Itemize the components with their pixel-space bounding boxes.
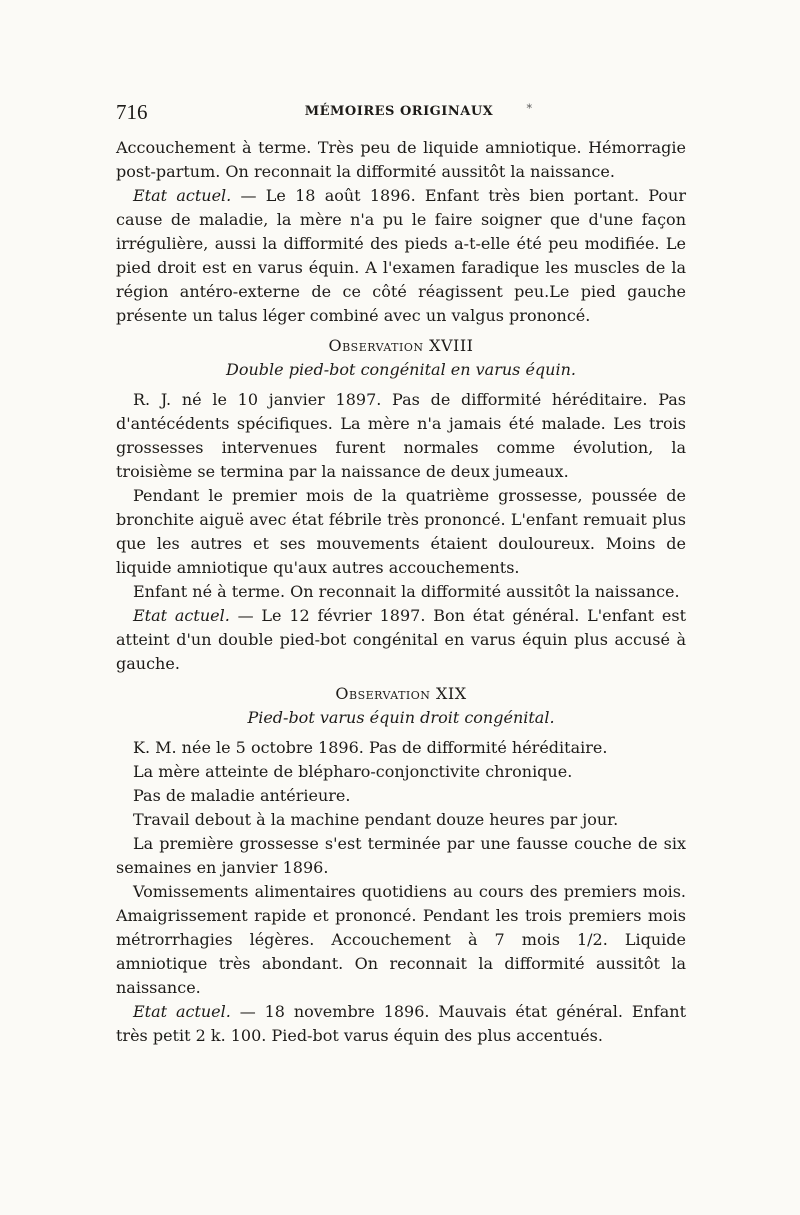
paragraph: Travail debout à la machine pendant douze heures par jour. (133, 810, 619, 829)
paragraph: K. M. née le 5 octobre 1896. Pas de difformité héréditaire. (133, 738, 608, 757)
paragraph: Pas de maladie antérieure. (133, 786, 351, 805)
observation-xviii-title: Observation XVIII (328, 336, 474, 355)
page-number: 716 (116, 100, 148, 124)
running-title: MÉMOIRES ORIGINAUX (304, 104, 494, 119)
body-text (116, 136, 686, 1048)
etat-actuel-label: Etat actuel. (133, 606, 230, 625)
paragraph: Pendant le premier mois de la quatrième grossesse, poussée de bronchite aiguë avec état fébrile très prononcé. L'enfant remuait plus que les autres et ses mouvements étaient douloureux. Moins de liquide amniotique qu'aux autres accouchements. (116, 486, 686, 577)
paragraph: Enfant né à terme. On reconnait la difformité aussitôt la naissance. (133, 582, 680, 601)
paragraph: Vomissements alimentaires quotidiens au cours des premiers mois. Amaigrissement rapide et prononcé. Pendant les trois premiers mois métrorrhagies légères. Accouchement à 7 mois 1/2. Liquide amniotique très abondant. On reconnait la difformité aussitôt la naissance. (116, 882, 686, 997)
observation-xviii-subtitle: Double pied-bot congénital en varus équin. (226, 360, 576, 379)
etat-actuel-label: Etat actuel. (133, 1002, 231, 1021)
paragraph-text: — 18 novembre 1896. Mauvais état général. Enfant très petit 2 k. 100. Pied-bot varus équin des plus accentués. (116, 1002, 686, 1045)
observation-xix-subtitle: Pied-bot varus équin droit congénital. (247, 708, 555, 727)
paragraph-text: — Le 18 août 1896. Enfant très bien portant. Pour cause de maladie, la mère n'a pu le faire soigner que d'une façon irrégulière, aussi la difformité des pieds a-t-elle été peu modifiée. Le pied droit est en varus équin. A l'examen faradique les muscles de la région antéro-externe de ce côté réagissent peu.Le pied gauche présente un talus léger combiné avec un valgus prononcé. (116, 186, 687, 325)
observation-xix-title: Observation XIX (335, 684, 467, 703)
paragraph: La mère atteinte de blépharo-conjonctivite chronique. (133, 762, 573, 781)
paragraph-etat-actuel (116, 184, 686, 328)
page-header (116, 100, 682, 126)
paragraph-etat-actuel (116, 604, 686, 676)
paragraph: Accouchement à terme. Très peu de liquide amniotique. Hémorragie post-partum. On reconnait la difformité aussitôt la naissance. (116, 138, 686, 181)
etat-actuel-label: Etat actuel. (133, 186, 232, 205)
paragraph: La première grossesse s'est terminée par une fausse couche de six semaines en janvier 1896. (116, 834, 686, 877)
printer-mark: * (526, 102, 532, 115)
paragraph: R. J. né le 10 janvier 1897. Pas de difformité héréditaire. Pas d'antécédents spécifiques. La mère n'a jamais été malade. Les trois grossesses intervenues furent normales comme évolution, la troisième se termina par la naissance de deux jumeaux. (116, 390, 686, 481)
paragraph-text: — Le 12 février 1897. Bon état général. L'enfant est atteint d'un double pied-bot congénital en varus équin plus accusé à gauche. (116, 606, 686, 673)
paragraph-etat-actuel (116, 1000, 686, 1048)
